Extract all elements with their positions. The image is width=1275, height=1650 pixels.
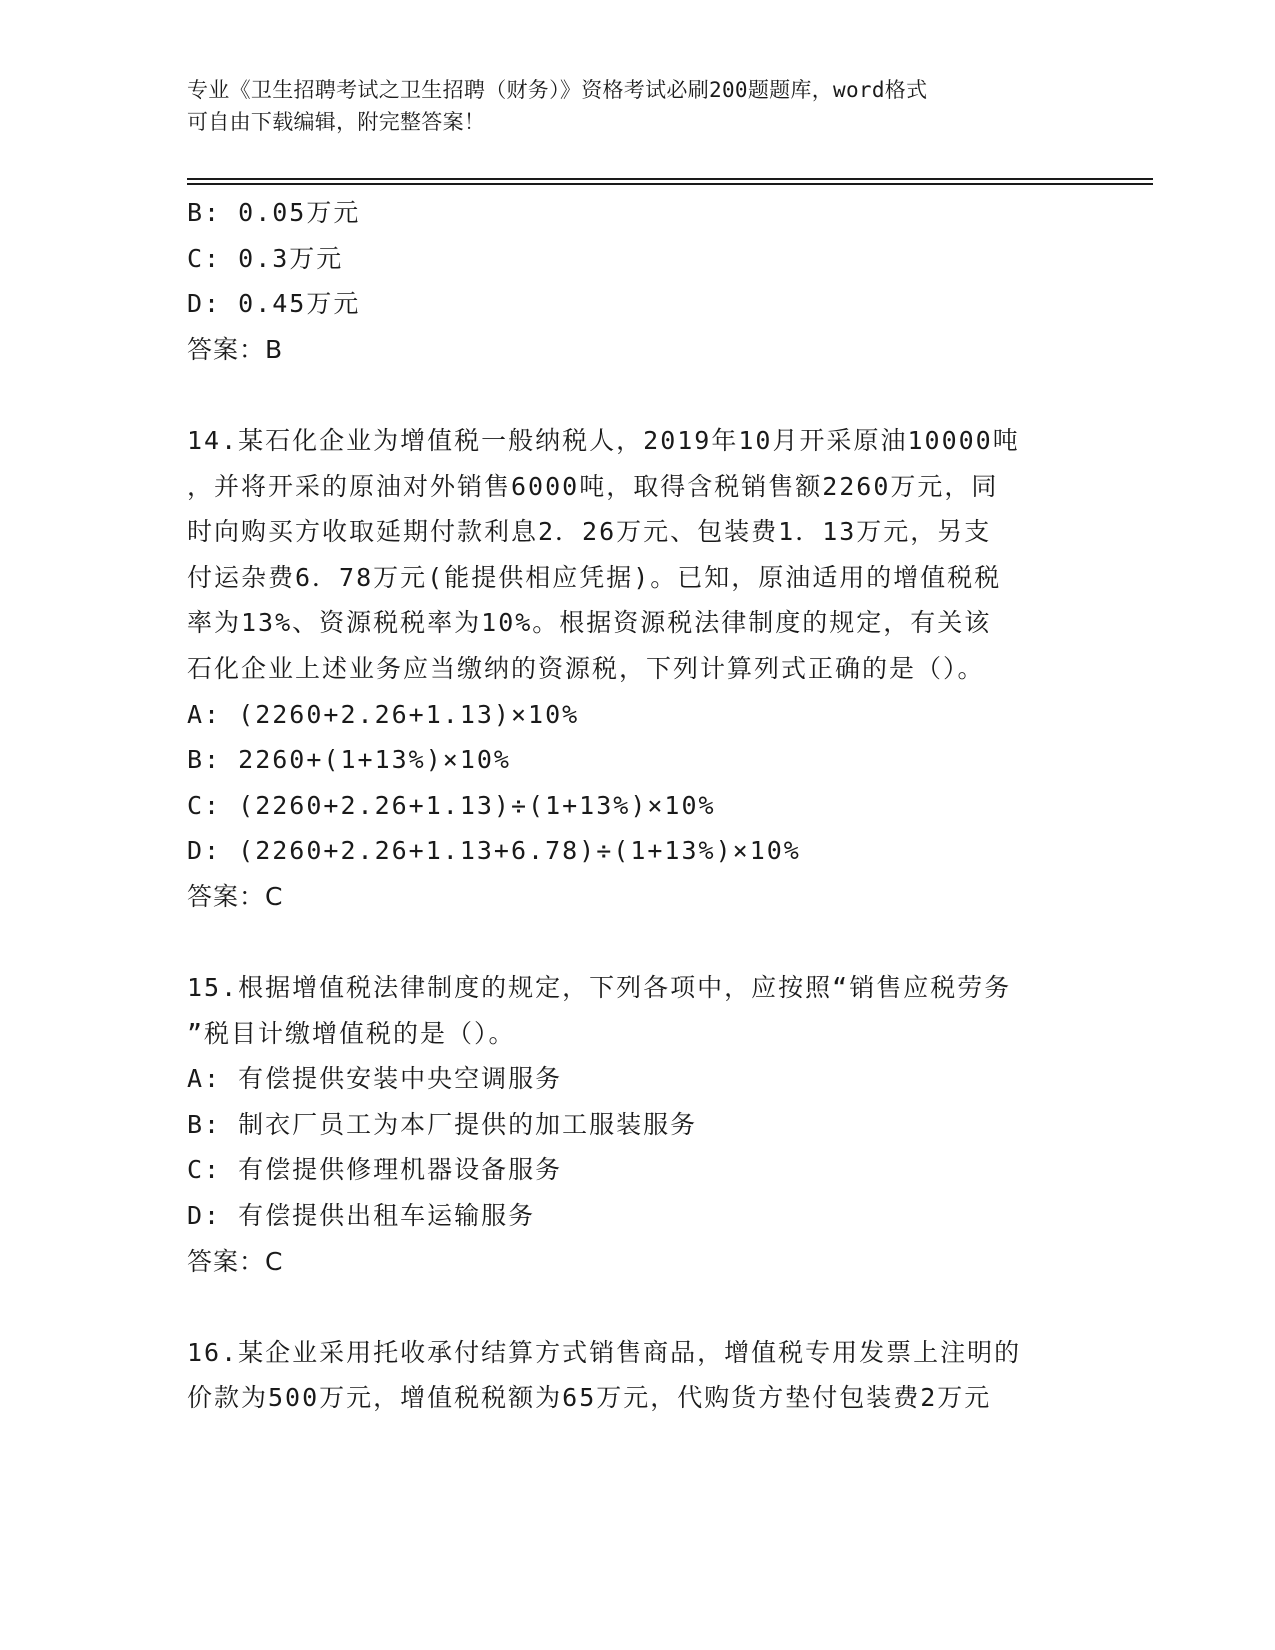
option-c: C: 0.3万元	[187, 243, 344, 273]
option-b: B: 制衣厂员工为本厂提供的加工服装服务	[187, 1109, 698, 1139]
question-stem-line: 时向购买方收取延期付款利息2．26万元、包装费1．13万元，另支	[187, 517, 992, 547]
option-a: A: (2260+2.26+1.13)×10%	[187, 699, 580, 729]
question-stem-line: 付运杂费6．78万元(能提供相应凭据)。已知，原油适用的增值税税	[187, 562, 1002, 592]
option-a: A: 有偿提供安装中央空调服务	[187, 1064, 563, 1094]
question-16	[187, 1330, 1087, 1421]
question-stem-line: 石化企业上述业务应当缴纳的资源税，下列计算列式正确的是（）。	[187, 653, 985, 683]
question-stem-line: 14.某石化企业为增值税一般纳税人，2019年10月开采原油10000吨	[187, 425, 1020, 455]
question-14	[187, 418, 1087, 920]
option-c: C: 有偿提供修理机器设备服务	[187, 1155, 563, 1185]
header-line-2: 可自由下载编辑，附完整答案！	[187, 110, 486, 134]
question-13-tail	[187, 190, 1087, 372]
question-stem-line: 率为13%、资源税税率为10%。根据资源税法律制度的规定，有关该	[187, 608, 992, 638]
option-d: D: 有偿提供出租车运输服务	[187, 1201, 536, 1231]
option-b: B: 2260+(1+13%)×10%	[187, 745, 511, 775]
question-stem-line: ，并将开采的原油对外销售6000吨，取得含税销售额2260万元，同	[187, 471, 999, 501]
question-stem-line: 16.某企业采用托收承付结算方式销售商品，增值税专用发票上注明的	[187, 1337, 1022, 1367]
option-d: D: 0.45万元	[187, 289, 361, 319]
header-divider-bottom	[187, 183, 1153, 185]
question-stem-line: ”税目计缴增值税的是（）。	[187, 1018, 516, 1048]
question-stem-line: 15.根据增值税法律制度的规定，下列各项中，应按照“销售应税劳务	[187, 973, 1012, 1003]
question-15	[187, 965, 1087, 1284]
option-c: C: (2260+2.26+1.13)÷(1+13%)×10%	[187, 790, 716, 820]
option-d: D: (2260+2.26+1.13+6.78)÷(1+13%)×10%	[187, 836, 801, 866]
header-divider-top	[187, 178, 1153, 180]
option-b: B: 0.05万元	[187, 198, 361, 227]
document-header	[187, 74, 1087, 138]
answer: 答案：C	[187, 1246, 284, 1276]
answer: 答案：C	[187, 881, 284, 911]
header-line-1: 专业《卫生招聘考试之卫生招聘（财务）》资格考试必刷200题题库，word格式	[187, 78, 928, 102]
question-stem-line: 价款为500万元，增值税税额为65万元，代购货方垫付包装费2万元	[187, 1383, 992, 1413]
answer: 答案：B	[187, 334, 284, 364]
document-body	[187, 190, 1087, 1421]
